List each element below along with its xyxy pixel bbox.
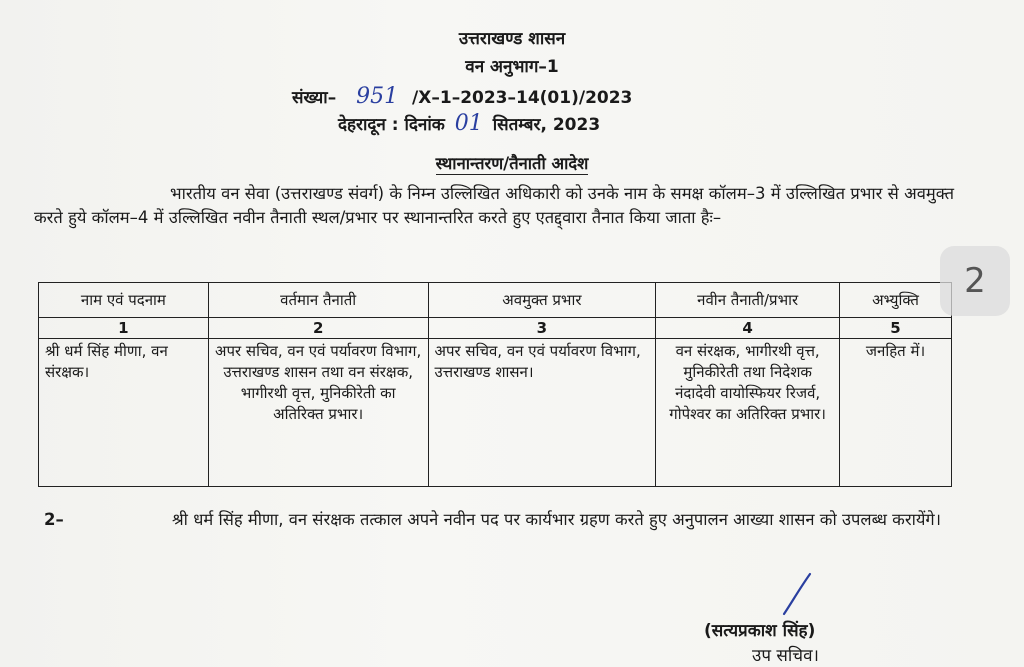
col-header-current-posting: वर्तमान तैनाती xyxy=(208,283,428,318)
col-header-relieved-charge: अवमुक्त प्रभार xyxy=(428,283,656,318)
para2-text: श्री धर्म सिंह मीणा, वन संरक्षक तत्काल अपने नवीन पद पर कार्यभार ग्रहण करते हुए अनुपालन आख्या शासन को उपलब्ध करायेंगे। xyxy=(172,510,941,529)
remarks-cell: जनहित में। xyxy=(840,339,952,487)
number-label: संख्या– xyxy=(292,88,337,108)
handwritten-number: 951 xyxy=(356,84,399,109)
col-number: 1 xyxy=(39,318,209,339)
subject-heading: स्थानान्तरण/तैनाती आदेश xyxy=(435,154,589,173)
col-number: 4 xyxy=(656,318,840,339)
col-header-remarks: अभ्युक्ति xyxy=(840,283,952,318)
order-number-line xyxy=(292,84,632,109)
col-header-name: नाम एवं पदनाम xyxy=(39,283,209,318)
number-reference: /X–1–2023–14(01)/2023 xyxy=(412,88,633,108)
page-number-badge[interactable]: 2 xyxy=(940,246,1010,316)
government-heading: उत्तराखण्ड शासन xyxy=(458,29,566,49)
date-rest: सितम्बर, 2023 xyxy=(492,115,601,135)
signatory-name: (सत्यप्रकाश सिंह) xyxy=(704,621,816,641)
col-number: 2 xyxy=(208,318,428,339)
place-date-label: देहरादून : दिनांक xyxy=(338,115,445,135)
table-row xyxy=(39,339,952,487)
col-number: 3 xyxy=(428,318,656,339)
officer-name-cell: श्री धर्म सिंह मीणा, वन संरक्षक। xyxy=(39,339,209,487)
posting-table xyxy=(38,282,952,487)
table-header-row xyxy=(39,283,952,318)
intro-paragraph: भारतीय वन सेवा (उत्तराखण्ड संवर्ग) के निम्न उल्लिखित अधिकारी को उनके नाम के समक्ष कॉलम–3 में उल्लिखित प्रभार से अवमुक्त करते हुये कॉलम–4 में उल्लिखित नवीन तैनाती स्थल/प्रभार पर स्थानान्तरित करते हुए एतद्द्वारा तैनात किया जाता हैः– xyxy=(34,184,954,227)
section-heading: वन अनुभाग–1 xyxy=(465,57,559,77)
handwritten-date: 01 xyxy=(454,111,483,136)
relieved-charge-cell: अपर सचिव, वन एवं पर्यावरण विभाग, उत्तराखण्ड शासन। xyxy=(428,339,656,487)
current-posting-cell: अपर सचिव, वन एवं पर्यावरण विभाग, उत्तराखण्ड शासन तथा वन संरक्षक, भागीरथी वृत्त, मुनिकीरेती का अतिरिक्त प्रभार। xyxy=(208,339,428,487)
new-posting-cell: वन संरक्षक, भागीरथी वृत्त, मुनिकीरेती तथा निदेशक नंदादेवी वायोस्फियर रिजर्व, गोपेश्वर का अतिरिक्त प्रभार। xyxy=(656,339,840,487)
column-number-row xyxy=(39,318,952,339)
col-number: 5 xyxy=(840,318,952,339)
signature-mark xyxy=(778,570,818,620)
posting-table-wrapper xyxy=(38,282,952,487)
signatory-designation: उप सचिव। xyxy=(752,646,819,666)
para2-number: 2– xyxy=(44,510,64,529)
col-header-new-posting: नवीन तैनाती/प्रभार xyxy=(656,283,840,318)
place-date-line xyxy=(338,111,600,136)
